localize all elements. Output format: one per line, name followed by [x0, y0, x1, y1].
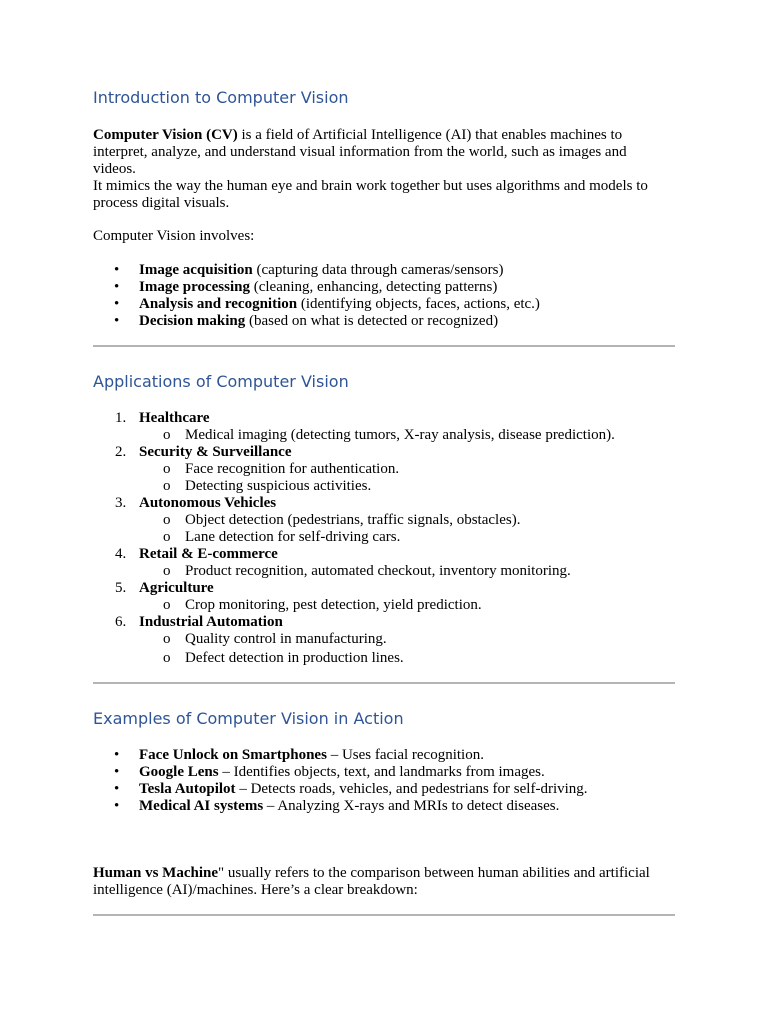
application-item: [93, 614, 675, 667]
list-item: [93, 747, 675, 764]
list-item: [93, 764, 675, 781]
list-item: [93, 798, 675, 815]
application-title: Healthcare: [139, 410, 210, 426]
item-number: 3.: [115, 495, 127, 511]
list-item: [93, 262, 675, 279]
list-item: [93, 279, 675, 296]
application-item: [93, 580, 675, 614]
intro-line-5: process digital visuals.: [93, 195, 230, 211]
sub-item-text: Quality control in manufacturing.: [185, 631, 387, 647]
application-item: [93, 410, 675, 444]
example-desc: – Detects roads, vehicles, and pedestrians for self-driving.: [235, 781, 588, 797]
bullet-icon: •: [114, 747, 120, 763]
divider-1: [93, 345, 675, 347]
sub-bullet-icon: o: [163, 478, 171, 494]
sub-item-text: Face recognition for authentication.: [185, 461, 400, 477]
sub-item: [139, 597, 675, 614]
divider-3: [93, 914, 675, 916]
sub-item-text: Lane detection for self-driving cars.: [185, 529, 401, 545]
cv-term: Computer Vision (CV): [93, 127, 238, 143]
sub-item: [139, 529, 675, 546]
list-item: [93, 781, 675, 798]
item-term: Image processing: [139, 279, 250, 295]
example-desc: – Identifies objects, text, and landmarks from images.: [218, 764, 545, 780]
list-item: [93, 313, 675, 330]
example-desc: – Uses facial recognition.: [326, 747, 484, 763]
application-item: [93, 444, 675, 495]
bullet-icon: •: [114, 296, 120, 312]
human-vs-machine-term: Human vs Machine: [93, 865, 219, 881]
sub-item: [139, 478, 675, 495]
example-name: Tesla Autopilot: [139, 781, 236, 797]
bullet-icon: •: [114, 262, 120, 278]
item-term: Decision making: [139, 313, 246, 329]
item-desc: (cleaning, enhancing, detecting patterns): [249, 279, 498, 295]
example-name: Medical AI systems: [139, 798, 264, 814]
sub-bullet-icon: o: [163, 631, 171, 647]
application-title: Industrial Automation: [139, 614, 283, 630]
example-name: Face Unlock on Smartphones: [139, 747, 327, 763]
item-term: Image acquisition: [139, 262, 253, 278]
involves-label: Computer Vision involves:: [93, 228, 255, 244]
hvm-line-1: " usually refers to the comparison between human abilities and artificial: [218, 865, 650, 881]
sub-item-text: Product recognition, automated checkout, inventory monitoring.: [185, 563, 571, 579]
examples-list: [93, 747, 675, 815]
sub-item-text: Defect detection in production lines.: [185, 650, 404, 666]
bullet-icon: •: [114, 313, 120, 329]
intro-line-4: It mimics the way the human eye and brain work together but uses algorithms and models to: [93, 178, 648, 194]
sub-item: [139, 563, 675, 580]
sub-bullet-icon: o: [163, 512, 171, 528]
item-desc: (identifying objects, faces, actions, etc.): [297, 296, 540, 312]
item-number: 4.: [115, 546, 127, 562]
item-term: Analysis and recognition: [139, 296, 298, 312]
intro-line-1: is a field of Artificial Intelligence (AI) that enables machines to: [237, 127, 623, 143]
application-title: Autonomous Vehicles: [139, 495, 277, 511]
divider-2: [93, 682, 675, 684]
examples-heading: Examples of Computer Vision in Action: [93, 709, 404, 728]
sub-item: [139, 631, 675, 648]
application-item: [93, 495, 675, 546]
intro-line-2: interpret, analyze, and understand visual information from the world, such as images and: [93, 144, 627, 160]
example-desc: – Analyzing X-rays and MRIs to detect diseases.: [263, 798, 560, 814]
sub-item: [139, 650, 675, 667]
sub-item-text: Object detection (pedestrians, traffic signals, obstacles).: [185, 512, 521, 528]
sub-item: [139, 427, 675, 444]
applications-heading: Applications of Computer Vision: [93, 372, 349, 391]
sub-item: [139, 461, 675, 478]
sub-bullet-icon: o: [163, 529, 171, 545]
item-number: 6.: [115, 614, 127, 630]
bullet-icon: •: [114, 764, 120, 780]
applications-list: [93, 410, 675, 667]
example-name: Google Lens: [139, 764, 219, 780]
bullet-icon: •: [114, 781, 120, 797]
sub-bullet-icon: o: [163, 650, 171, 666]
item-desc: (based on what is detected or recognized): [245, 313, 499, 329]
sub-bullet-icon: o: [163, 461, 171, 477]
intro-heading: Introduction to Computer Vision: [93, 88, 349, 107]
human-vs-machine-paragraph: [93, 865, 675, 899]
sub-item: [139, 512, 675, 529]
hvm-line-2: intelligence (AI)/machines. Here’s a clear breakdown:: [93, 882, 418, 898]
application-title: Security & Surveillance: [139, 444, 292, 460]
item-number: 5.: [115, 580, 127, 596]
item-number: 2.: [115, 444, 127, 460]
sub-item-text: Medical imaging (detecting tumors, X-ray analysis, disease prediction).: [185, 427, 615, 443]
sub-bullet-icon: o: [163, 427, 171, 443]
sub-item-text: Detecting suspicious activities.: [185, 478, 372, 494]
list-item: [93, 296, 675, 313]
sub-bullet-icon: o: [163, 563, 171, 579]
item-number: 1.: [115, 410, 127, 426]
intro-paragraph: [93, 127, 675, 212]
item-desc: (capturing data through cameras/sensors): [252, 262, 504, 278]
application-title: Retail & E-commerce: [139, 546, 278, 562]
application-title: Agriculture: [139, 580, 214, 596]
application-item: [93, 546, 675, 580]
bullet-icon: •: [114, 279, 120, 295]
sub-bullet-icon: o: [163, 597, 171, 613]
intro-line-3: videos.: [93, 161, 136, 177]
involves-list: [93, 262, 675, 330]
bullet-icon: •: [114, 798, 120, 814]
sub-item-text: Crop monitoring, pest detection, yield prediction.: [185, 597, 482, 613]
